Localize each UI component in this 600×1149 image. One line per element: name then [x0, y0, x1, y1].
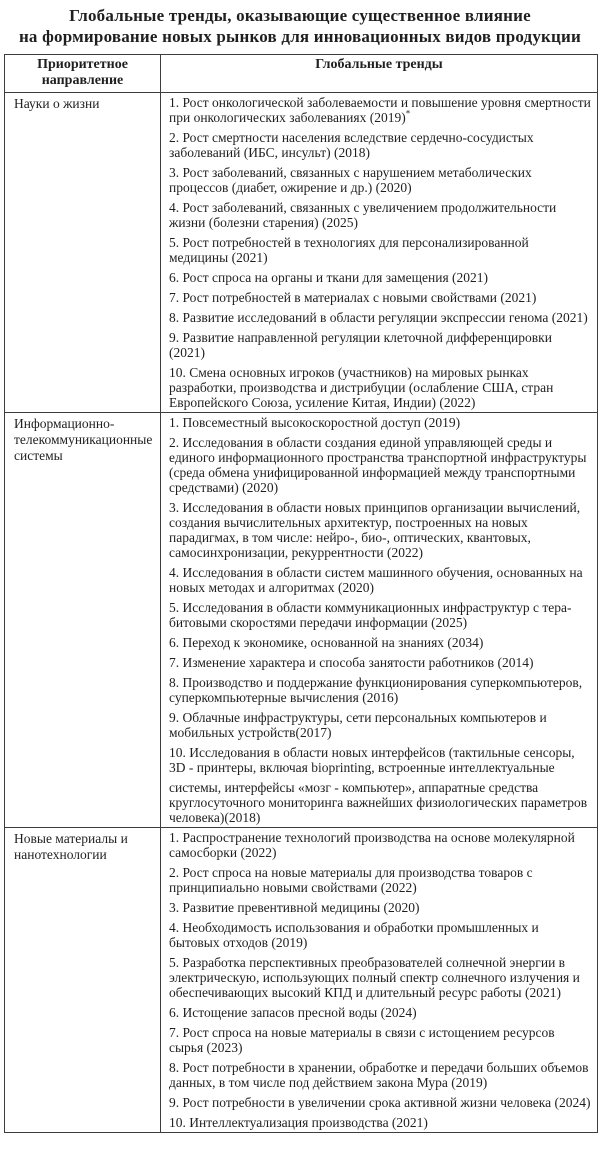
trend-item: 7. Рост потребностей в материалах с новыми свойствами (2021)	[169, 290, 537, 305]
priority-direction-cell: Информационно-телекоммуникационные системы	[5, 413, 161, 828]
trends-table	[4, 54, 598, 1133]
trend-item: 7. Рост спроса на новые материалы в связи с истощением ресурсов сырья (2023)	[169, 1025, 555, 1055]
document-page	[0, 5, 600, 1149]
header-global-trends: Глобальные тренды	[161, 55, 598, 93]
trend-item: 10. Смена основных игроков (участников) на мировых рынках разработки, производства и дистрибуции (ослабление США, стран Европейского Союза, усиление Китая, Индии) (2022)	[169, 365, 554, 410]
trend-item: 9. Облачные инфраструктуры, сети персональных компьютеров и мобильных устройств(2017)	[169, 710, 547, 740]
trend-item: 8. Рост потребности в хранении, обработке и передачи больших объемов данных, в том числе под действием закона Мура (2019)	[169, 1060, 589, 1090]
trend-item: 4. Исследования в области систем машинного обучения, основанных на новых методах и алгоритмах (2020)	[169, 565, 583, 595]
trend-item: 6. Истощение запасов пресной воды (2024)	[169, 1005, 417, 1020]
trend-item: 2. Рост смертности населения вследствие сердечно-сосудистых заболеваний (ИБС, инсульт) (2018)	[169, 130, 534, 160]
global-trends-cell	[161, 828, 598, 1133]
title-line-2: на формирование новых рынков для инновационных видов продукции	[18, 27, 582, 46]
trend-item: 1. Распространение технологий производства на основе молекулярной самосборки (2022)	[169, 830, 575, 860]
trend-item: 1. Рост онкологической заболеваемости и повышение уровня смертности при онкологических заболеваниях (2019)*	[169, 95, 591, 125]
trend-item: 4. Рост заболеваний, связанных с увеличением продолжительности жизни (болезни старения) (2025)	[169, 200, 557, 230]
trend-item: 2. Рост спроса на новые материалы для производства товаров с принципиально новыми свойствами (2022)	[169, 865, 533, 895]
trend-item: 9. Рост потребности в увеличении срока активной жизни человека (2024)	[169, 1095, 591, 1110]
trend-item: 5. Разработка перспективных преобразователей солнечной энергии в электрическую, использующих полный спектр солнечного излучения и обеспечивающих высокий КПД и длительный ресурс работы (2021)	[169, 955, 580, 1000]
trend-item: 3. Развитие превентивной медицины (2020)	[169, 900, 420, 915]
trend-item: 4. Необходимость использования и обработки промышленных и бытовых отходов (2019)	[169, 920, 539, 950]
global-trends-cell	[161, 413, 598, 828]
table-row	[5, 93, 598, 413]
trend-item: 1. Повсеместный высокоскоростной доступ (2019)	[169, 415, 461, 430]
trend-item: 5. Рост потребностей в технологиях для персонализированной медицины (2021)	[169, 235, 529, 265]
trend-item: 10. Исследования в области новых интерфейсов (тактильные сенсоры, 3D - принтеры, включая bioprinting, встроенные интеллектуальные	[169, 745, 575, 775]
trend-item: 2. Исследования в области создания единой управляющей среды и единого информационного пространства транспортной инфраструктуры (среда обмена унифицированной информацией между транспортными средствами) (2020)	[169, 435, 587, 495]
table-header-row	[5, 55, 598, 93]
document-title	[2, 5, 598, 47]
header-priority-direction: Приоритетное направление	[5, 55, 161, 93]
trend-item: 8. Развитие исследований в области регуляции экспрессии генома (2021)	[169, 310, 588, 325]
title-line-1: Глобальные тренды, оказывающие существенное влияние	[69, 6, 531, 25]
trend-item: 7. Изменение характера и способа занятости работников (2014)	[169, 655, 534, 670]
priority-direction-cell: Науки о жизни	[5, 93, 161, 413]
trend-item: 10. Интеллектуализация производства (2021)	[169, 1115, 428, 1130]
trend-item: 3. Рост заболеваний, связанных с нарушением метаболических процессов (диабет, ожирение и др.) (2020)	[169, 165, 532, 195]
table-row	[5, 413, 598, 828]
trend-item: 6. Переход к экономике, основанной на знаниях (2034)	[169, 635, 484, 650]
global-trends-cell	[161, 93, 598, 413]
table-row	[5, 828, 598, 1133]
priority-direction-cell: Новые материалы и нанотехнологии	[5, 828, 161, 1133]
trend-item: 8. Производство и поддержание функционирования суперкомпьютеров, суперкомпьютерные вычисления (2016)	[169, 675, 583, 705]
trend-item: 5. Исследования в области коммуникационных инфраструктур с тера-битовыми скоростями передачи информации (2025)	[169, 600, 572, 630]
trend-item: 9. Развитие направленной регуляции клеточной дифференцировки (2021)	[169, 330, 552, 360]
trend-item: системы, интерфейсы «мозг - компьютер», аппаратные средства круглосуточного мониторинга важнейших физиологических параметров человека)(2018)	[169, 780, 588, 825]
trends-table-body	[5, 93, 598, 1133]
footnote-asterisk: *	[405, 108, 411, 119]
trend-item: 3. Исследования в области новых принципов организации вычислений, создания вычислительных архитектур, построенных на новых парадигмах, в том числе: нейро-, био-, оптических, квантовых, самосинхронизации, рекуррентности (2022)	[169, 500, 581, 560]
trend-item: 6. Рост спроса на органы и ткани для замещения (2021)	[169, 270, 489, 285]
